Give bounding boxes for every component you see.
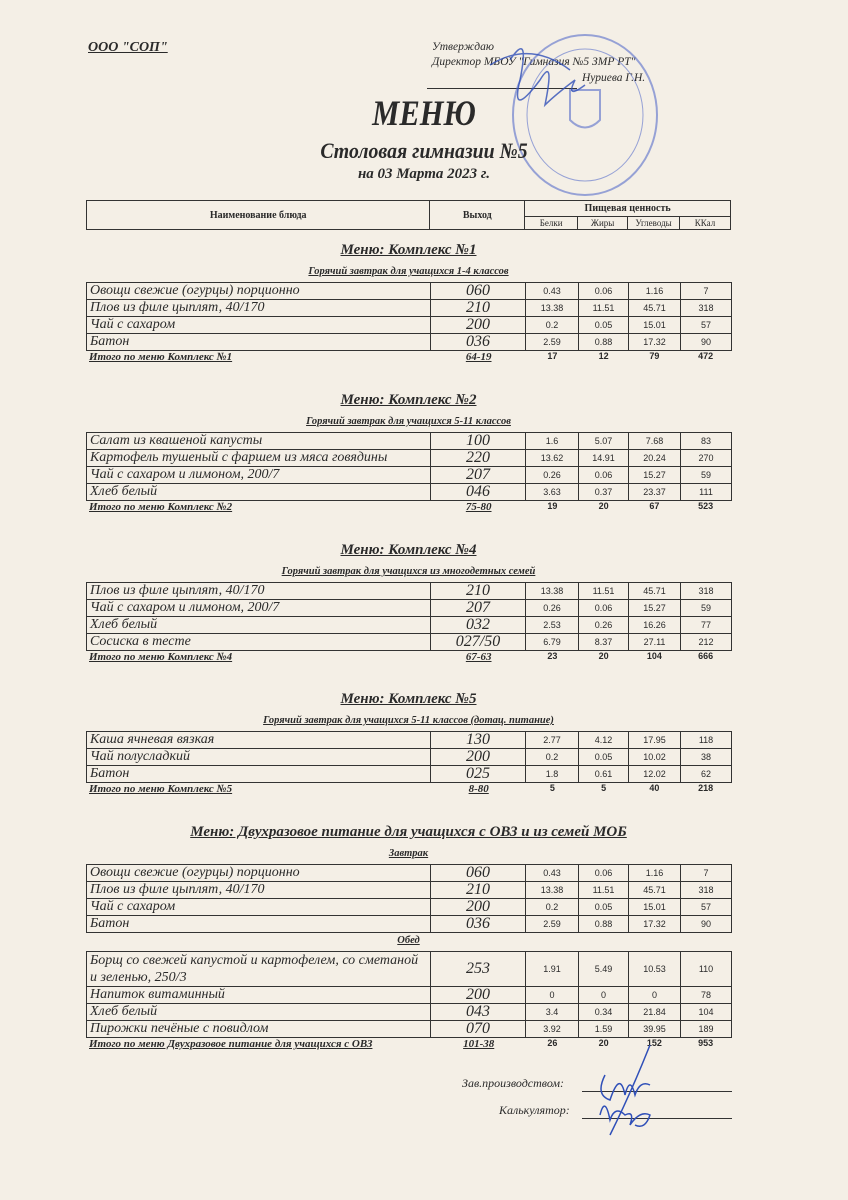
dish-fat: 0.05 bbox=[579, 749, 629, 766]
total-label: Итого по меню Комплекс №5 bbox=[89, 783, 233, 795]
section-title: Меню: Комплекс №1 bbox=[340, 242, 477, 258]
dish-fat: 0.06 bbox=[579, 283, 629, 300]
dish-output: 043 bbox=[431, 1004, 526, 1021]
dish-kcal: 59 bbox=[681, 467, 732, 484]
section-total-row bbox=[86, 501, 731, 517]
dish-name: Салат из квашеной капусты bbox=[87, 433, 431, 450]
dish-protein: 3.4 bbox=[526, 1004, 579, 1021]
dish-name: Плов из филе цыплят, 40/170 bbox=[87, 300, 431, 317]
dish-fat: 11.51 bbox=[579, 300, 629, 317]
dish-name: Борщ со свежей капустой и картофелем, со сметаной и зеленью, 250/3 bbox=[87, 952, 431, 987]
dish-protein: 2.59 bbox=[526, 334, 579, 351]
dish-name: Овощи свежие (огурцы) порционно bbox=[87, 283, 431, 300]
dish-carbs: 15.01 bbox=[629, 317, 681, 334]
total-label: Итого по меню Комплекс №2 bbox=[89, 501, 233, 513]
table-row bbox=[87, 899, 732, 916]
dish-kcal: 38 bbox=[681, 749, 732, 766]
section-title: Меню: Комплекс №2 bbox=[340, 392, 477, 408]
dish-name: Сосиска в тесте bbox=[87, 634, 431, 651]
dish-name: Чай с сахаром и лимоном, 200/7 bbox=[87, 600, 431, 617]
dish-name: Батон bbox=[87, 334, 431, 351]
table-row bbox=[87, 283, 732, 300]
col-output: Выход bbox=[430, 201, 525, 230]
table-row bbox=[87, 583, 732, 600]
total-protein: 17 bbox=[547, 351, 558, 361]
dish-carbs: 10.53 bbox=[629, 952, 681, 987]
dish-protein: 3.92 bbox=[526, 1021, 579, 1038]
col-fat: Жиры bbox=[578, 217, 628, 230]
dish-kcal: 270 bbox=[681, 450, 732, 467]
dish-carbs: 20.24 bbox=[629, 450, 681, 467]
dish-fat: 11.51 bbox=[579, 882, 629, 899]
dish-protein: 3.63 bbox=[526, 484, 579, 501]
col-carbs: Углеводы bbox=[628, 217, 680, 230]
total-carbs: 67 bbox=[649, 501, 660, 511]
menu-date: на 03 Марта 2023 г. bbox=[357, 166, 490, 182]
dish-output: 025 bbox=[431, 766, 526, 783]
dish-kcal: 7 bbox=[681, 865, 732, 882]
dish-output: 060 bbox=[431, 283, 526, 300]
dish-output: 253 bbox=[431, 952, 526, 987]
total-fat: 20 bbox=[598, 1038, 609, 1048]
dish-carbs: 10.02 bbox=[629, 749, 681, 766]
dish-name: Хлеб белый bbox=[87, 617, 431, 634]
dish-name: Картофель тушеный с фаршем из мяса говядины bbox=[87, 450, 431, 467]
dish-kcal: 62 bbox=[681, 766, 732, 783]
table-row bbox=[87, 484, 732, 501]
dish-name: Хлеб белый bbox=[87, 1004, 431, 1021]
table-row bbox=[87, 300, 732, 317]
total-carbs: 104 bbox=[646, 651, 662, 661]
section-total-row bbox=[86, 351, 731, 367]
menu-table bbox=[86, 864, 732, 933]
total-label: Итого по меню Комплекс №4 bbox=[89, 651, 233, 663]
table-row bbox=[87, 1021, 732, 1038]
dish-kcal: 118 bbox=[681, 732, 732, 749]
dish-fat: 0.88 bbox=[579, 334, 629, 351]
menu-section bbox=[86, 540, 731, 667]
col-kcal: ККал bbox=[680, 217, 731, 230]
dish-protein: 0.2 bbox=[526, 317, 579, 334]
menu-table bbox=[86, 951, 732, 1038]
total-kcal: 953 bbox=[698, 1038, 714, 1048]
menu-table bbox=[86, 582, 732, 651]
block-subtitle: Горячий завтрак для учащихся 5-11 классов bbox=[306, 416, 511, 427]
dish-carbs: 21.84 bbox=[629, 1004, 681, 1021]
table-row bbox=[87, 334, 732, 351]
dish-fat: 0.26 bbox=[579, 617, 629, 634]
table-row bbox=[87, 450, 732, 467]
table-row bbox=[87, 766, 732, 783]
dish-fat: 5.49 bbox=[579, 952, 629, 987]
dish-protein: 1.91 bbox=[526, 952, 579, 987]
dish-fat: 0.06 bbox=[579, 865, 629, 882]
col-protein: Белки bbox=[525, 217, 578, 230]
dish-fat: 0.05 bbox=[579, 899, 629, 916]
dish-output: 220 bbox=[431, 450, 526, 467]
total-protein: 23 bbox=[547, 651, 558, 661]
total-fat: 5 bbox=[601, 783, 607, 793]
dish-name: Пирожки печёные с повидлом bbox=[87, 1021, 431, 1038]
block-subtitle: Горячий завтрак для учащихся из многодетных семей bbox=[281, 566, 536, 577]
table-row bbox=[87, 467, 732, 484]
table-row bbox=[87, 317, 732, 334]
dish-carbs: 27.11 bbox=[629, 634, 681, 651]
table-row bbox=[87, 952, 732, 987]
dish-name: Батон bbox=[87, 766, 431, 783]
total-kcal: 472 bbox=[698, 351, 714, 361]
dish-protein: 13.38 bbox=[526, 882, 579, 899]
dish-output: 036 bbox=[431, 334, 526, 351]
organization-name: ООО "СОП" bbox=[88, 40, 168, 55]
table-row bbox=[87, 865, 732, 882]
table-row bbox=[87, 916, 732, 933]
menu-section bbox=[86, 822, 731, 1054]
dish-kcal: 59 bbox=[681, 600, 732, 617]
block-subtitle: Горячий завтрак для учащихся 5-11 классов (дотац. питание) bbox=[263, 715, 554, 726]
dish-kcal: 7 bbox=[681, 283, 732, 300]
dish-fat: 14.91 bbox=[579, 450, 629, 467]
section-title: Меню: Комплекс №5 bbox=[340, 691, 477, 707]
total-label: Итого по меню Комплекс №1 bbox=[89, 351, 233, 363]
table-row bbox=[87, 987, 732, 1004]
dish-protein: 0.43 bbox=[526, 865, 579, 882]
dish-output: 032 bbox=[431, 617, 526, 634]
section-total-row bbox=[86, 783, 731, 799]
dish-name: Чай с сахаром и лимоном, 200/7 bbox=[87, 467, 431, 484]
dish-carbs: 45.71 bbox=[629, 300, 681, 317]
total-output: 8-80 bbox=[468, 783, 489, 795]
dish-output: 100 bbox=[431, 433, 526, 450]
dish-protein: 0.43 bbox=[526, 283, 579, 300]
dish-name: Батон bbox=[87, 916, 431, 933]
dish-kcal: 57 bbox=[681, 899, 732, 916]
dish-output: 210 bbox=[431, 300, 526, 317]
block-subtitle: Завтрак bbox=[388, 848, 429, 859]
dish-output: 027/50 bbox=[431, 634, 526, 651]
dish-carbs: 15.27 bbox=[629, 600, 681, 617]
dish-fat: 0.37 bbox=[579, 484, 629, 501]
dish-protein: 13.38 bbox=[526, 583, 579, 600]
dish-carbs: 15.27 bbox=[629, 467, 681, 484]
table-row bbox=[87, 634, 732, 651]
dish-carbs: 12.02 bbox=[629, 766, 681, 783]
total-protein: 5 bbox=[549, 783, 555, 793]
dish-carbs: 7.68 bbox=[629, 433, 681, 450]
dish-carbs: 17.32 bbox=[629, 334, 681, 351]
dish-kcal: 77 bbox=[681, 617, 732, 634]
total-fat: 20 bbox=[598, 651, 609, 661]
dish-output: 207 bbox=[431, 467, 526, 484]
dish-carbs: 0 bbox=[629, 987, 681, 1004]
total-carbs: 79 bbox=[649, 351, 660, 361]
dish-kcal: 318 bbox=[681, 300, 732, 317]
dish-name: Овощи свежие (огурцы) порционно bbox=[87, 865, 431, 882]
dish-output: 130 bbox=[431, 732, 526, 749]
menu-table bbox=[86, 731, 732, 783]
production-manager-label: Зав.производством: bbox=[462, 1076, 565, 1090]
dish-protein: 13.62 bbox=[526, 450, 579, 467]
approve-label: Утверждаю bbox=[432, 41, 494, 53]
dish-fat: 5.07 bbox=[579, 433, 629, 450]
dish-fat: 11.51 bbox=[579, 583, 629, 600]
dish-protein: 0.26 bbox=[526, 600, 579, 617]
dish-fat: 4.12 bbox=[579, 732, 629, 749]
approve-position: Директор МБОУ "Гимназия №5 ЗМР РТ" bbox=[432, 56, 636, 68]
dish-fat: 0.61 bbox=[579, 766, 629, 783]
dish-output: 210 bbox=[431, 583, 526, 600]
dish-output: 200 bbox=[431, 899, 526, 916]
dish-protein: 0.26 bbox=[526, 467, 579, 484]
dish-protein: 2.77 bbox=[526, 732, 579, 749]
dish-kcal: 110 bbox=[681, 952, 732, 987]
dish-fat: 0 bbox=[579, 987, 629, 1004]
dish-fat: 0.06 bbox=[579, 600, 629, 617]
dish-output: 200 bbox=[431, 987, 526, 1004]
dish-output: 210 bbox=[431, 882, 526, 899]
dish-output: 200 bbox=[431, 317, 526, 334]
total-output: 101-38 bbox=[463, 1038, 495, 1050]
total-fat: 20 bbox=[598, 501, 609, 511]
dish-output: 070 bbox=[431, 1021, 526, 1038]
dish-name: Плов из филе цыплят, 40/170 bbox=[87, 583, 431, 600]
dish-carbs: 1.16 bbox=[629, 865, 681, 882]
dish-carbs: 17.32 bbox=[629, 916, 681, 933]
total-fat: 12 bbox=[598, 351, 609, 361]
dish-name: Чай с сахаром bbox=[87, 317, 431, 334]
dish-kcal: 90 bbox=[681, 916, 732, 933]
dish-kcal: 111 bbox=[681, 484, 732, 501]
dish-carbs: 16.26 bbox=[629, 617, 681, 634]
approve-name: Нуриева Г.Н. bbox=[582, 72, 646, 84]
dish-kcal: 90 bbox=[681, 334, 732, 351]
dish-fat: 0.06 bbox=[579, 467, 629, 484]
dish-fat: 1.59 bbox=[579, 1021, 629, 1038]
dish-name: Чай с сахаром bbox=[87, 899, 431, 916]
dish-protein: 0.2 bbox=[526, 899, 579, 916]
dish-carbs: 39.95 bbox=[629, 1021, 681, 1038]
table-row bbox=[87, 882, 732, 899]
col-name: Наименование блюда bbox=[87, 201, 430, 230]
dish-kcal: 78 bbox=[681, 987, 732, 1004]
menu-section bbox=[86, 390, 731, 517]
table-row bbox=[87, 600, 732, 617]
total-output: 64-19 bbox=[465, 351, 492, 363]
total-output: 75-80 bbox=[465, 501, 492, 513]
total-protein: 19 bbox=[547, 501, 558, 511]
dish-fat: 0.05 bbox=[579, 317, 629, 334]
total-kcal: 218 bbox=[698, 783, 714, 793]
total-kcal: 523 bbox=[698, 501, 714, 511]
dish-output: 046 bbox=[431, 484, 526, 501]
dish-output: 060 bbox=[431, 865, 526, 882]
table-row bbox=[87, 732, 732, 749]
dish-fat: 8.37 bbox=[579, 634, 629, 651]
dish-kcal: 212 bbox=[681, 634, 732, 651]
block-subtitle: Горячий завтрак для учащихся 1-4 классов bbox=[308, 266, 509, 277]
dish-kcal: 189 bbox=[681, 1021, 732, 1038]
total-output: 67-63 bbox=[465, 651, 492, 663]
table-row bbox=[87, 617, 732, 634]
total-carbs: 152 bbox=[646, 1038, 662, 1048]
section-title: Меню: Двухразовое питание для учащихся с ОВЗ и из семей МОБ bbox=[190, 824, 627, 840]
col-nutrition: Пищевая ценность bbox=[525, 201, 731, 217]
handwritten-signatures-icon bbox=[580, 1040, 690, 1140]
calculator-label: Калькулятор: bbox=[499, 1103, 570, 1117]
dish-output: 200 bbox=[431, 749, 526, 766]
column-header-table bbox=[86, 200, 731, 230]
total-kcal: 666 bbox=[698, 651, 714, 661]
dish-output: 036 bbox=[431, 916, 526, 933]
dish-kcal: 57 bbox=[681, 317, 732, 334]
dish-protein: 0 bbox=[526, 987, 579, 1004]
menu-table bbox=[86, 432, 732, 501]
table-row bbox=[87, 749, 732, 766]
page-title: МЕНЮ bbox=[372, 93, 476, 133]
block-subtitle: Обед bbox=[397, 935, 420, 946]
dish-protein: 1.6 bbox=[526, 433, 579, 450]
total-label: Итого по меню Двухразовое питание для учащихся с ОВЗ bbox=[89, 1038, 373, 1050]
dish-kcal: 318 bbox=[681, 583, 732, 600]
menu-table bbox=[86, 282, 732, 351]
total-carbs: 40 bbox=[649, 783, 660, 793]
dish-kcal: 83 bbox=[681, 433, 732, 450]
dish-name: Чай полусладкий bbox=[87, 749, 431, 766]
dish-protein: 0.2 bbox=[526, 749, 579, 766]
table-row bbox=[87, 1004, 732, 1021]
dish-name: Плов из филе цыплят, 40/170 bbox=[87, 882, 431, 899]
table-row bbox=[87, 433, 732, 450]
section-title: Меню: Комплекс №4 bbox=[340, 542, 477, 558]
dish-kcal: 318 bbox=[681, 882, 732, 899]
dish-carbs: 45.71 bbox=[629, 882, 681, 899]
menu-section bbox=[86, 240, 731, 367]
dish-protein: 6.79 bbox=[526, 634, 579, 651]
menu-section bbox=[86, 689, 731, 799]
dish-output: 207 bbox=[431, 600, 526, 617]
dish-protein: 2.53 bbox=[526, 617, 579, 634]
dish-carbs: 17.95 bbox=[629, 732, 681, 749]
dish-carbs: 23.37 bbox=[629, 484, 681, 501]
page-subtitle: Столовая гимназии №5 bbox=[320, 138, 528, 163]
total-protein: 26 bbox=[547, 1038, 558, 1048]
dish-name: Хлеб белый bbox=[87, 484, 431, 501]
dish-carbs: 1.16 bbox=[629, 283, 681, 300]
dish-kcal: 104 bbox=[681, 1004, 732, 1021]
dish-protein: 13.38 bbox=[526, 300, 579, 317]
dish-fat: 0.34 bbox=[579, 1004, 629, 1021]
dish-name: Каша ячневая вязкая bbox=[87, 732, 431, 749]
dish-name: Напиток витаминный bbox=[87, 987, 431, 1004]
dish-fat: 0.88 bbox=[579, 916, 629, 933]
dish-carbs: 15.01 bbox=[629, 899, 681, 916]
dish-protein: 1.8 bbox=[526, 766, 579, 783]
dish-carbs: 45.71 bbox=[629, 583, 681, 600]
dish-protein: 2.59 bbox=[526, 916, 579, 933]
section-total-row bbox=[86, 651, 731, 667]
